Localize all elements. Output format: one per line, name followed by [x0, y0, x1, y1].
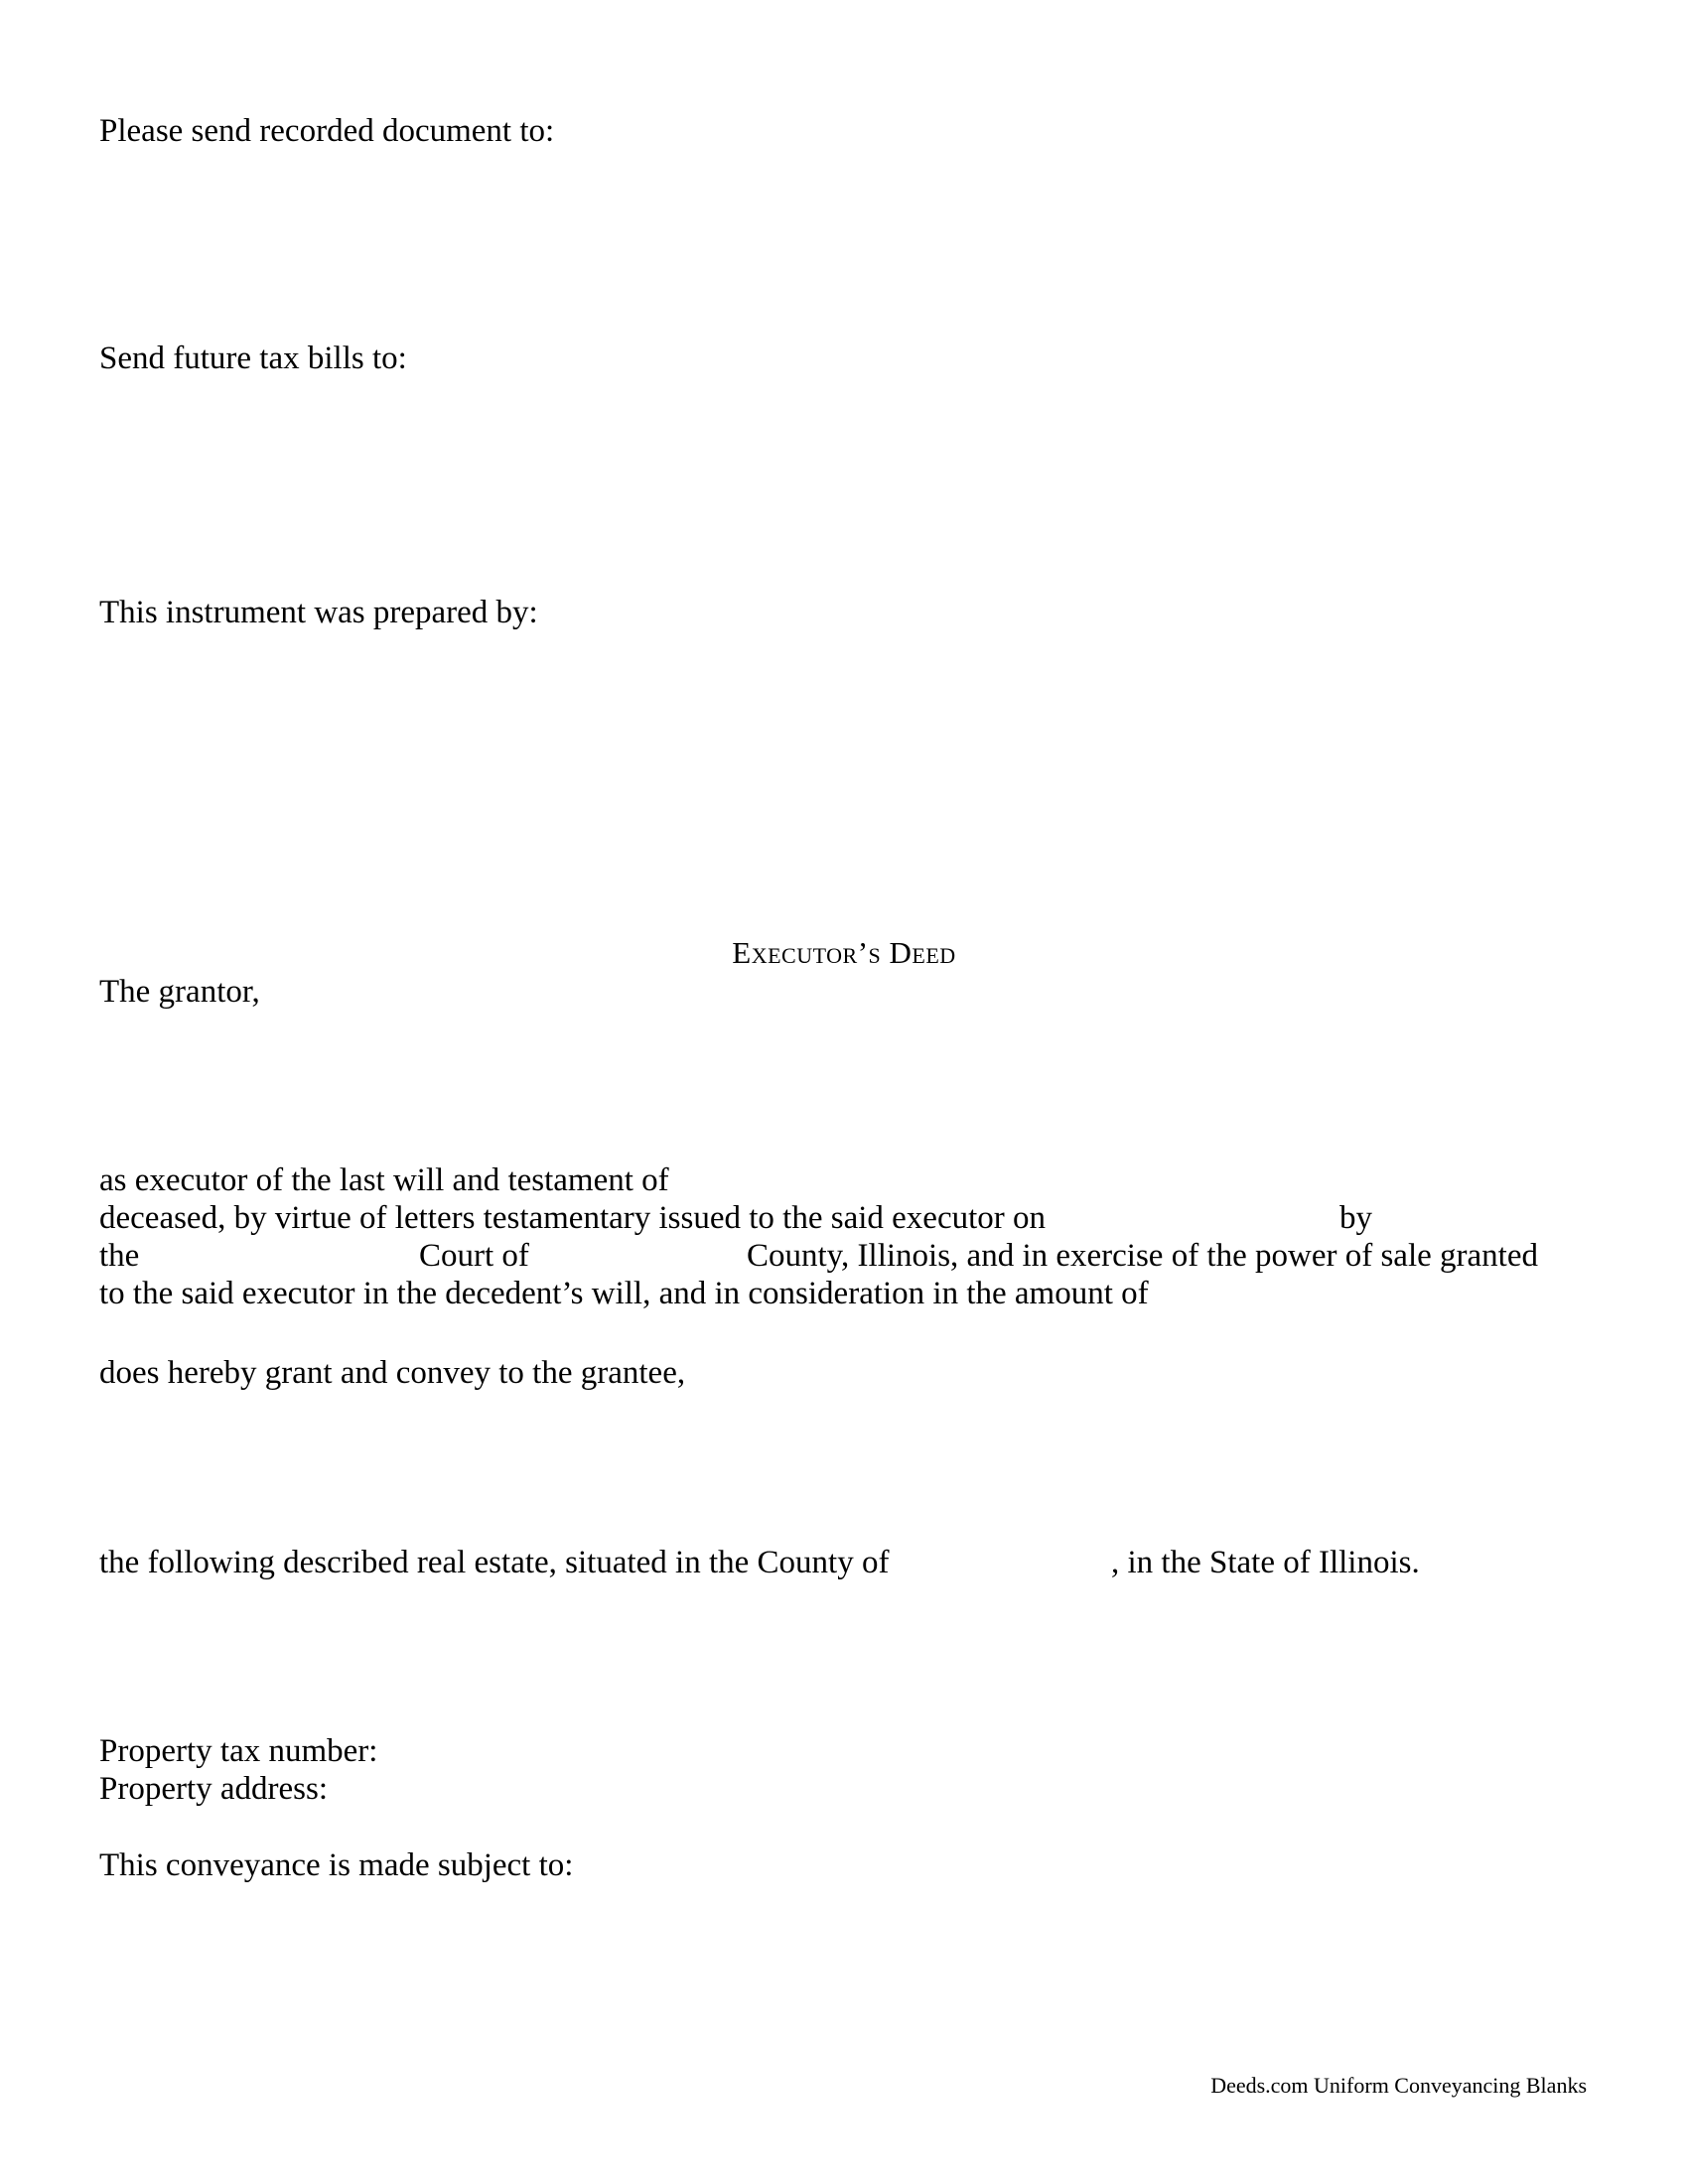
court-the: the [99, 1238, 140, 1274]
footer-text: Deeds.com Uniform Conveyancing Blanks [1210, 2073, 1587, 2098]
document-title [0, 934, 1688, 972]
prepared-by-label: This instrument was prepared by: [99, 595, 538, 630]
consideration-line: to the said executor in the decedent’s will, and in consideration in the amount of [99, 1276, 1149, 1311]
court-of: Court of [419, 1238, 529, 1274]
property-address-label: Property address: [99, 1771, 329, 1807]
real-estate-state-line: , in the State of Illinois. [1111, 1545, 1420, 1580]
executor-line: as executor of the last will and testament of [99, 1162, 669, 1198]
grant-convey-line: does hereby grant and convey to the grantee, [99, 1355, 686, 1391]
conveyance-subject-to-label: This conveyance is made subject to: [99, 1847, 574, 1883]
grantor-intro: The grantor, [99, 974, 260, 1010]
document-title-text: Executor’s Deed [732, 935, 956, 970]
send-tax-bills-label: Send future tax bills to: [99, 341, 407, 376]
letters-testamentary-line: deceased, by virtue of letters testamentary issued to the said executor on [99, 1200, 1047, 1236]
property-tax-number-label: Property tax number: [99, 1733, 378, 1769]
letters-testamentary-by: by [1339, 1200, 1372, 1236]
send-recorded-document-label: Please send recorded document to: [99, 113, 555, 149]
court-county-line: County, Illinois, and in exercise of the power of sale granted [747, 1238, 1538, 1274]
real-estate-county-line: the following described real estate, situated in the County of [99, 1545, 890, 1580]
